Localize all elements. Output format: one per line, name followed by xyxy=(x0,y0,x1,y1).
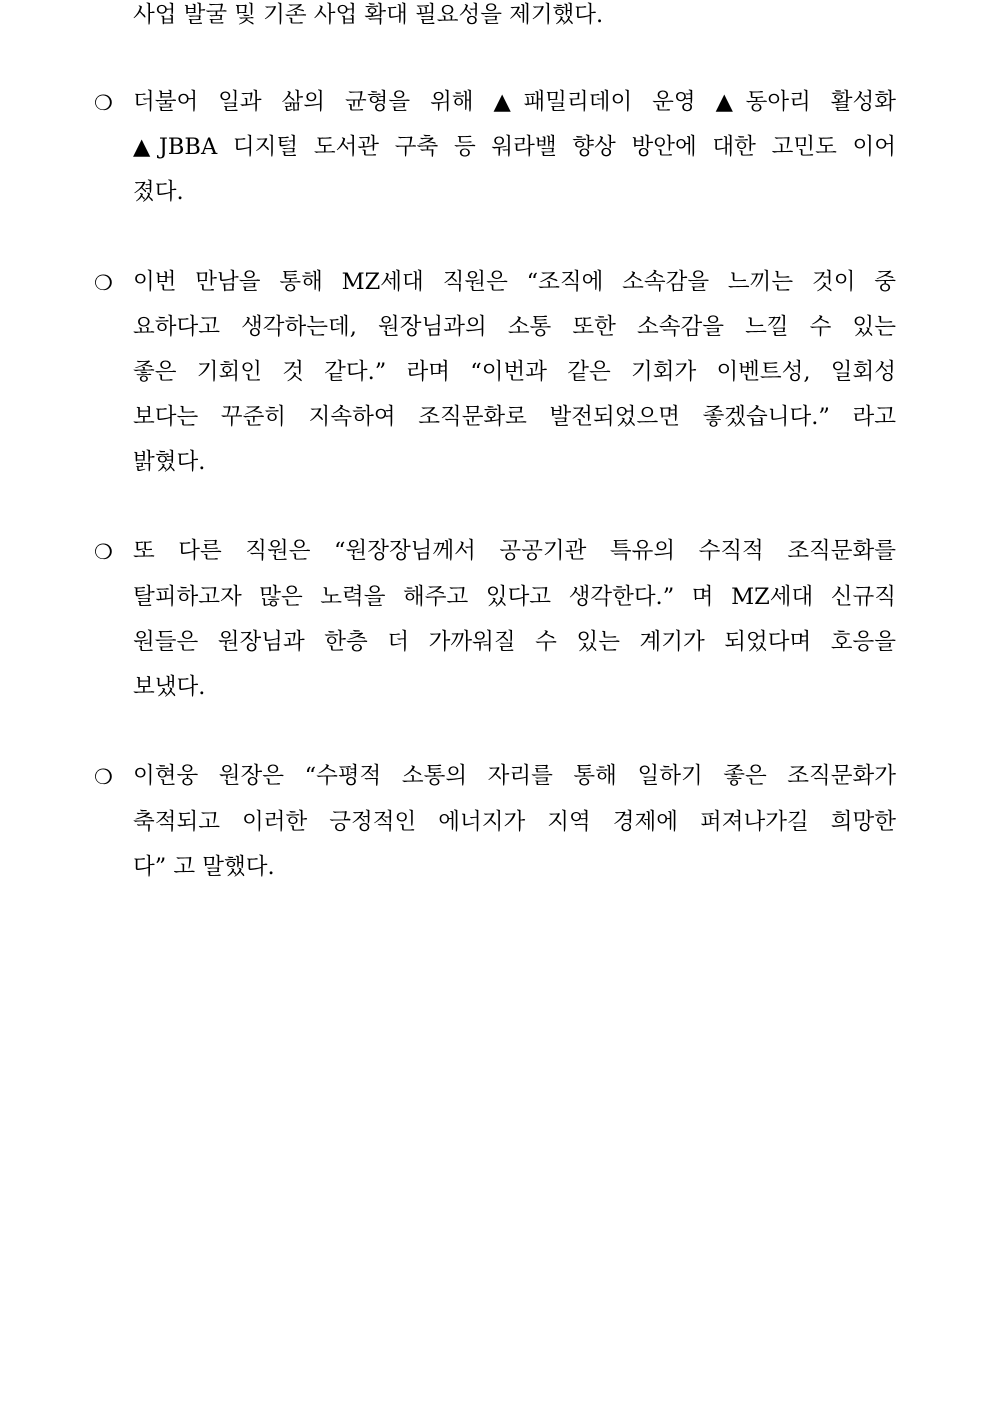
paragraph-line: 탈피하고자 많은 노력을 해주고 있다고 생각한다.” 며 MZ세대 신규직 xyxy=(133,584,896,610)
paragraph-line: ▲JBBA 디지털 도서관 구축 등 워라밸 향상 방안에 대한 고민도 이어 xyxy=(133,134,896,160)
bullet-circle-icon: ❍ xyxy=(94,540,113,564)
paragraph-line: 졌다. xyxy=(133,179,184,205)
paragraph-line: 밝혔다. xyxy=(133,449,206,475)
bullet-circle-icon: ❍ xyxy=(94,91,113,115)
paragraph-line: 또 다른 직원은 “원장장님께서 공공기관 특유의 수직적 조직문화를 xyxy=(133,538,896,564)
paragraph-line: 다” 고 말했다. xyxy=(133,854,275,880)
paragraph-line: 더불어 일과 삶의 균형을 위해 ▲패밀리데이 운영 ▲동아리 활성화 xyxy=(133,89,896,115)
paragraph-line: 사업 발굴 및 기존 사업 확대 필요성을 제기했다. xyxy=(133,2,604,28)
paragraph-line: 이현웅 원장은 “수평적 소통의 자리를 통해 일하기 좋은 조직문화가 xyxy=(133,763,896,789)
bullet-circle-icon: ❍ xyxy=(94,765,113,789)
paragraph-line: 요하다고 생각하는데, 원장님과의 소통 또한 소속감을 느낄 수 있는 xyxy=(133,314,896,340)
paragraph-line: 보냈다. xyxy=(133,674,206,700)
bullet-circle-icon: ❍ xyxy=(94,271,113,295)
paragraph-line: 축적되고 이러한 긍정적인 에너지가 지역 경제에 퍼져나가길 희망한 xyxy=(133,809,896,835)
paragraph-line: 보다는 꾸준히 지속하여 조직문화로 발전되었으면 좋겠습니다.” 라고 xyxy=(133,404,896,430)
paragraph-line: 이번 만남을 통해 MZ세대 직원은 “조직에 소속감을 느끼는 것이 중 xyxy=(133,269,896,295)
paragraph-line: 원들은 원장님과 한층 더 가까워질 수 있는 계기가 되었다며 호응을 xyxy=(133,629,896,655)
paragraph-line: 좋은 기회인 것 같다.” 라며 “이번과 같은 기회가 이벤트성, 일회성 xyxy=(133,359,896,385)
